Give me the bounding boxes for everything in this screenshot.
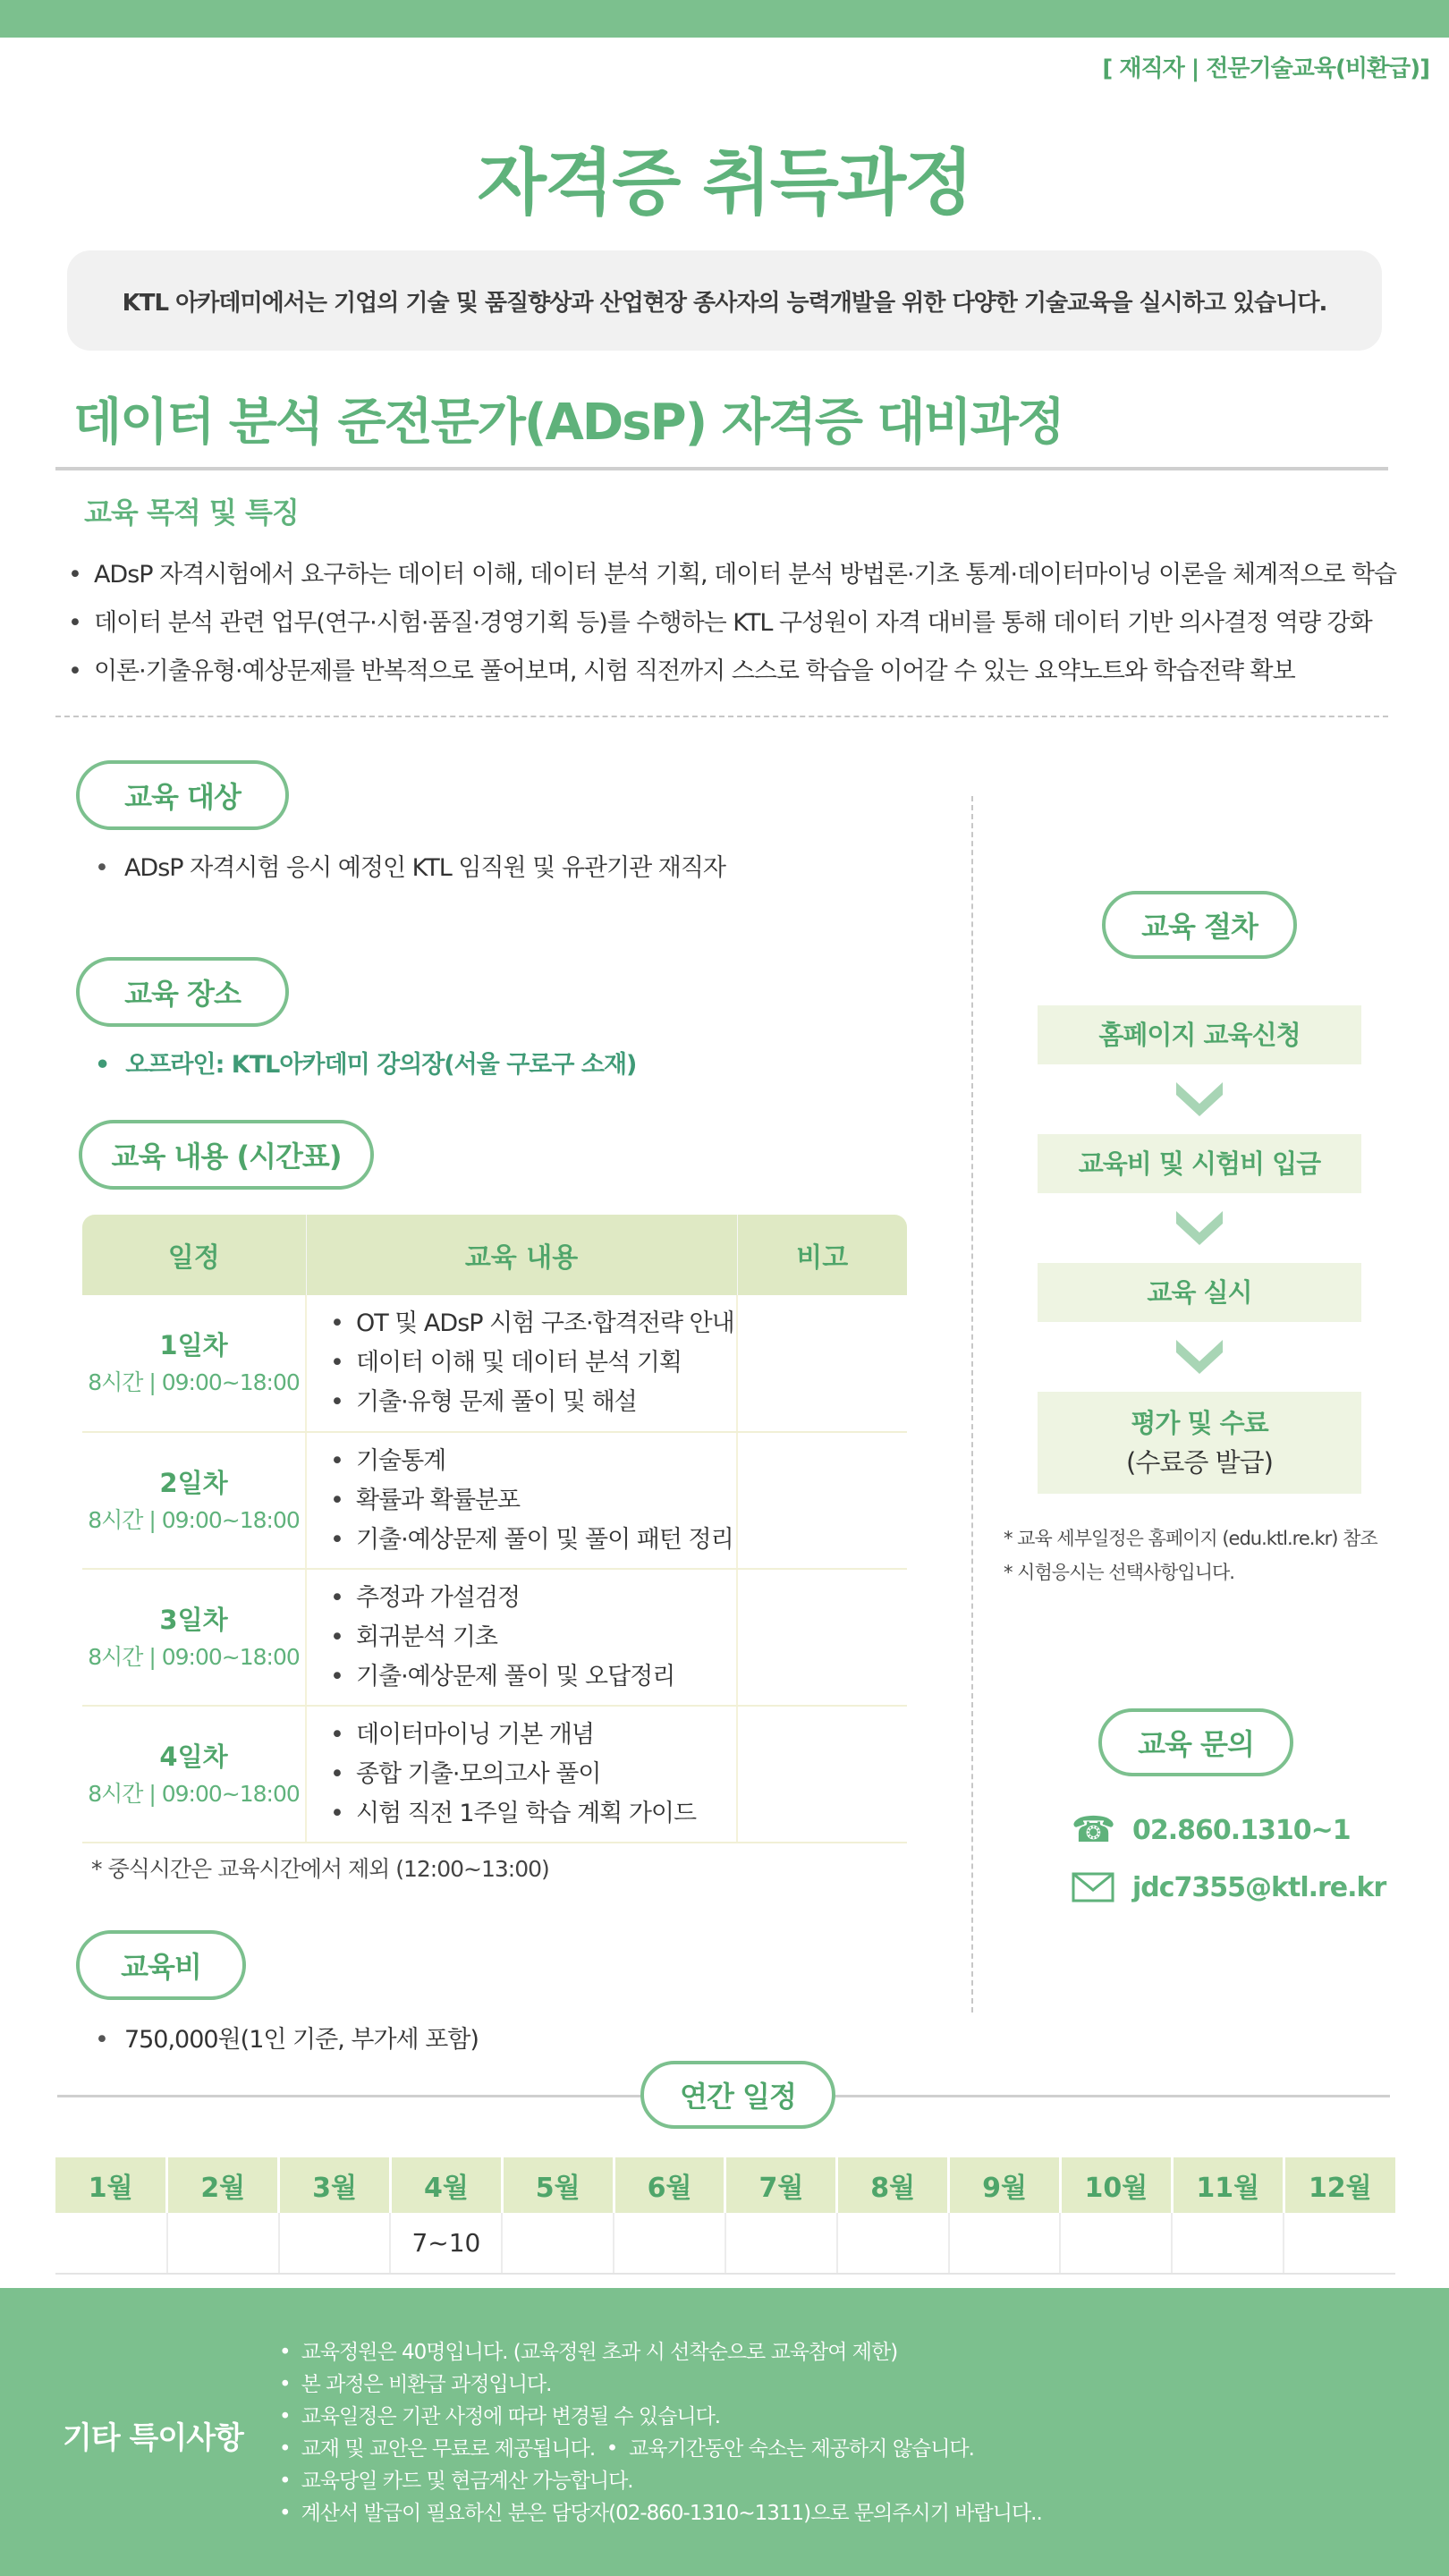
schedule-header-row bbox=[82, 1215, 907, 1295]
month-header: 3월 bbox=[279, 2157, 391, 2213]
day-time: 8시간 | 09:00~18:00 bbox=[88, 1506, 300, 1533]
month-header: 5월 bbox=[502, 2157, 614, 2213]
course-category: [ 재직자 | 전문기술교육(비환급)] bbox=[1102, 55, 1429, 82]
month-date-cell bbox=[1172, 2213, 1284, 2274]
schedule-table bbox=[82, 1215, 907, 1843]
month-date-cell bbox=[725, 2213, 837, 2274]
content-item: • 시험 직전 1주일 학습 계획 가이드 bbox=[330, 1794, 736, 1834]
step-apply: 홈페이지 교육신청 bbox=[1038, 1005, 1361, 1064]
table-row bbox=[82, 1295, 907, 1432]
month-header: 7월 bbox=[725, 2157, 837, 2213]
section-divider bbox=[55, 716, 1388, 717]
month-header: 12월 bbox=[1284, 2157, 1395, 2213]
step-payment: 교육비 및 시험비 입금 bbox=[1038, 1134, 1361, 1193]
footer-item-text: 교재 및 교안은 무료로 제공됩니다. bbox=[301, 2437, 596, 2461]
goal-item: • 이론·기출유형·예상문제를 반복적으로 풀어보며, 시험 직전까지 스스로 학습을 이어갈 수 있는 요약노트와 학습전략 확보 bbox=[68, 648, 1396, 696]
day-cell bbox=[82, 1706, 306, 1843]
month-date-cell bbox=[167, 2213, 279, 2274]
note-cell bbox=[737, 1569, 907, 1706]
content-item: • 기술통계 bbox=[330, 1442, 736, 1481]
day-cell bbox=[82, 1432, 306, 1569]
procedure-note: * 시험응시는 선택사항입니다. bbox=[1004, 1562, 1234, 1583]
note-cell bbox=[737, 1706, 907, 1843]
month-header: 6월 bbox=[614, 2157, 725, 2213]
goal-list bbox=[68, 551, 1396, 696]
content-item: • 데이터 이해 및 데이터 분석 기획 bbox=[330, 1343, 736, 1383]
month-header-row bbox=[55, 2157, 1395, 2213]
footer-item: • 본 과정은 비환급 과정입니다. bbox=[279, 2368, 1042, 2401]
intro-box bbox=[67, 250, 1382, 351]
month-date-cell bbox=[837, 2213, 949, 2274]
footer-item: • 계산서 발급이 필요하신 분은 담당자(02-860-1310~1311)으로 문의주시기 바랍니다.. bbox=[279, 2497, 1042, 2529]
day-name: 4일차 bbox=[159, 1741, 228, 1772]
target-text: • ADsP 자격시험 응시 예정인 KTL 임직원 및 유관기관 재직자 bbox=[95, 848, 725, 883]
day-time: 8시간 | 09:00~18:00 bbox=[88, 1643, 300, 1670]
content-item: • 회귀분석 기초 bbox=[330, 1618, 736, 1657]
phone-contact bbox=[1068, 1809, 1351, 1851]
annual-label: 연간 일정 bbox=[640, 2061, 835, 2129]
month-header: 9월 bbox=[949, 2157, 1061, 2213]
header-date: 일정 bbox=[82, 1215, 306, 1295]
goal-section-title: 교육 목적 및 특징 bbox=[84, 496, 299, 530]
place-text: • 오프라인: KTL아카데미 강의장(서울 구로구 소재) bbox=[95, 1045, 636, 1080]
content-item: • 확률과 확률분포 bbox=[330, 1481, 736, 1521]
intro-text: KTL 아카데미에서는 기업의 기술 및 품질향상과 산업현장 종사자의 능력개발을 위한 다양한 기술교육을 실시하고 있습니다. bbox=[122, 289, 1327, 317]
procedure-label: 교육 절차 bbox=[1102, 891, 1297, 959]
email-contact bbox=[1068, 1869, 1385, 1905]
footer-title: 기타 특이사항 bbox=[63, 2420, 243, 2456]
day-cell bbox=[82, 1295, 306, 1432]
chevron-down-icon bbox=[1173, 1079, 1226, 1120]
table-row bbox=[82, 1706, 907, 1843]
fee-text: • 750,000원(1인 기준, 부가세 포함) bbox=[95, 2020, 479, 2055]
content-cell bbox=[306, 1295, 737, 1432]
day-cell bbox=[82, 1569, 306, 1706]
content-item: • 데이터마이닝 기본 개념 bbox=[330, 1716, 736, 1755]
month-date-cell bbox=[1284, 2213, 1395, 2274]
day-name: 3일차 bbox=[159, 1604, 228, 1635]
place-label: 교육 장소 bbox=[76, 957, 289, 1027]
footer-item: • 교육당일 카드 및 현금계산 가능합니다. bbox=[279, 2465, 1042, 2497]
step-evaluation-sub: (수료증 발급) bbox=[1126, 1447, 1273, 1478]
content-item: • 기출·예상문제 풀이 및 풀이 패턴 정리 bbox=[330, 1521, 736, 1560]
month-header: 2월 bbox=[167, 2157, 279, 2213]
month-header: 11월 bbox=[1172, 2157, 1284, 2213]
email-address[interactable]: jdc7355@ktl.re.kr bbox=[1132, 1871, 1386, 1903]
chevron-down-icon bbox=[1173, 1208, 1226, 1249]
day-time: 8시간 | 09:00~18:00 bbox=[88, 1780, 300, 1807]
note-cell bbox=[737, 1295, 907, 1432]
table-row bbox=[82, 1432, 907, 1569]
footer-item: • 교재 및 교안은 무료로 제공됩니다. • 교육기간동안 숙소는 제공하지 않습니다. bbox=[279, 2433, 1042, 2465]
content-item: • 기출·예상문제 풀이 및 오답정리 bbox=[330, 1657, 736, 1697]
footer-list bbox=[279, 2336, 1042, 2529]
content-cell bbox=[306, 1706, 737, 1843]
month-header: 8월 bbox=[837, 2157, 949, 2213]
month-date-cell bbox=[502, 2213, 614, 2274]
step-training: 교육 실시 bbox=[1038, 1263, 1361, 1322]
note-cell bbox=[737, 1432, 907, 1569]
month-date-cell bbox=[614, 2213, 725, 2274]
inquiry-label: 교육 문의 bbox=[1098, 1708, 1293, 1776]
day-name: 1일차 bbox=[159, 1330, 228, 1360]
content-item: • 기출·유형 문제 풀이 및 해설 bbox=[330, 1383, 736, 1422]
month-date-cell bbox=[279, 2213, 391, 2274]
table-row bbox=[82, 1569, 907, 1706]
page-title: 자격증 취득과정 bbox=[477, 141, 972, 225]
lunch-footnote: * 중식시간은 교육시간에서 제외 (12:00~13:00) bbox=[91, 1856, 549, 1882]
footer-item: • 교육일정은 기관 사정에 따라 변경될 수 있습니다. bbox=[279, 2401, 1042, 2433]
day-time: 8시간 | 09:00~18:00 bbox=[88, 1369, 300, 1395]
step-evaluation bbox=[1038, 1392, 1361, 1494]
top-color-bar bbox=[0, 0, 1449, 38]
content-item: • 추정과 가설검정 bbox=[330, 1579, 736, 1618]
month-date-cell bbox=[1060, 2213, 1172, 2274]
course-title: 데이터 분석 준전문가(ADsP) 자격증 대비과정 bbox=[73, 394, 1063, 452]
schedule-label: 교육 내용 (시간표) bbox=[79, 1120, 374, 1190]
target-label: 교육 대상 bbox=[76, 760, 289, 830]
month-header: 4월 bbox=[390, 2157, 502, 2213]
month-header: 1월 bbox=[55, 2157, 167, 2213]
procedure-note: * 교육 세부일정은 홈페이지 (edu.ktl.re.kr) 참조 bbox=[1004, 1528, 1377, 1549]
month-date-row bbox=[55, 2213, 1395, 2274]
fee-label: 교육비 bbox=[76, 1930, 246, 2000]
month-date-cell: 7~10 bbox=[390, 2213, 502, 2274]
month-header: 10월 bbox=[1060, 2157, 1172, 2213]
phone-number[interactable]: 02.860.1310~1 bbox=[1132, 1814, 1351, 1846]
content-cell bbox=[306, 1432, 737, 1569]
goal-item: • 데이터 분석 관련 업무(연구·시험·품질·경영기획 등)를 수행하는 KTL 구성원이 자격 대비를 통해 데이터 기반 의사결정 역량 강화 bbox=[68, 599, 1396, 648]
content-item: • OT 및 ADsP 시험 구조·합격전략 안내 bbox=[330, 1304, 736, 1343]
header-note: 비고 bbox=[737, 1215, 907, 1295]
month-date-cell bbox=[55, 2213, 167, 2274]
content-item: • 종합 기출·모의고사 풀이 bbox=[330, 1755, 736, 1794]
footer-item-text: 교육기간동안 숙소는 제공하지 않습니다. bbox=[629, 2437, 974, 2461]
content-cell bbox=[306, 1569, 737, 1706]
annual-schedule-table bbox=[55, 2157, 1395, 2275]
goal-item: • ADsP 자격시험에서 요구하는 데이터 이해, 데이터 분석 기획, 데이터 분석 방법론·기초 통계·데이터마이닝 이론을 체계적으로 학습 bbox=[68, 551, 1396, 599]
course-title-divider bbox=[55, 467, 1388, 470]
step-evaluation-title: 평가 및 수료 bbox=[1131, 1408, 1268, 1438]
day-name: 2일차 bbox=[159, 1467, 228, 1498]
month-date-cell bbox=[949, 2213, 1061, 2274]
mail-icon bbox=[1068, 1869, 1118, 1905]
chevron-down-icon bbox=[1173, 1336, 1226, 1377]
phone-icon: ☎ bbox=[1071, 1809, 1115, 1851]
column-divider bbox=[971, 796, 973, 2012]
header-content: 교육 내용 bbox=[306, 1215, 737, 1295]
footer-item: • 교육정원은 40명입니다. (교육정원 초과 시 선착순으로 교육참여 제한) bbox=[279, 2336, 1042, 2368]
footer-notes bbox=[0, 2288, 1449, 2576]
